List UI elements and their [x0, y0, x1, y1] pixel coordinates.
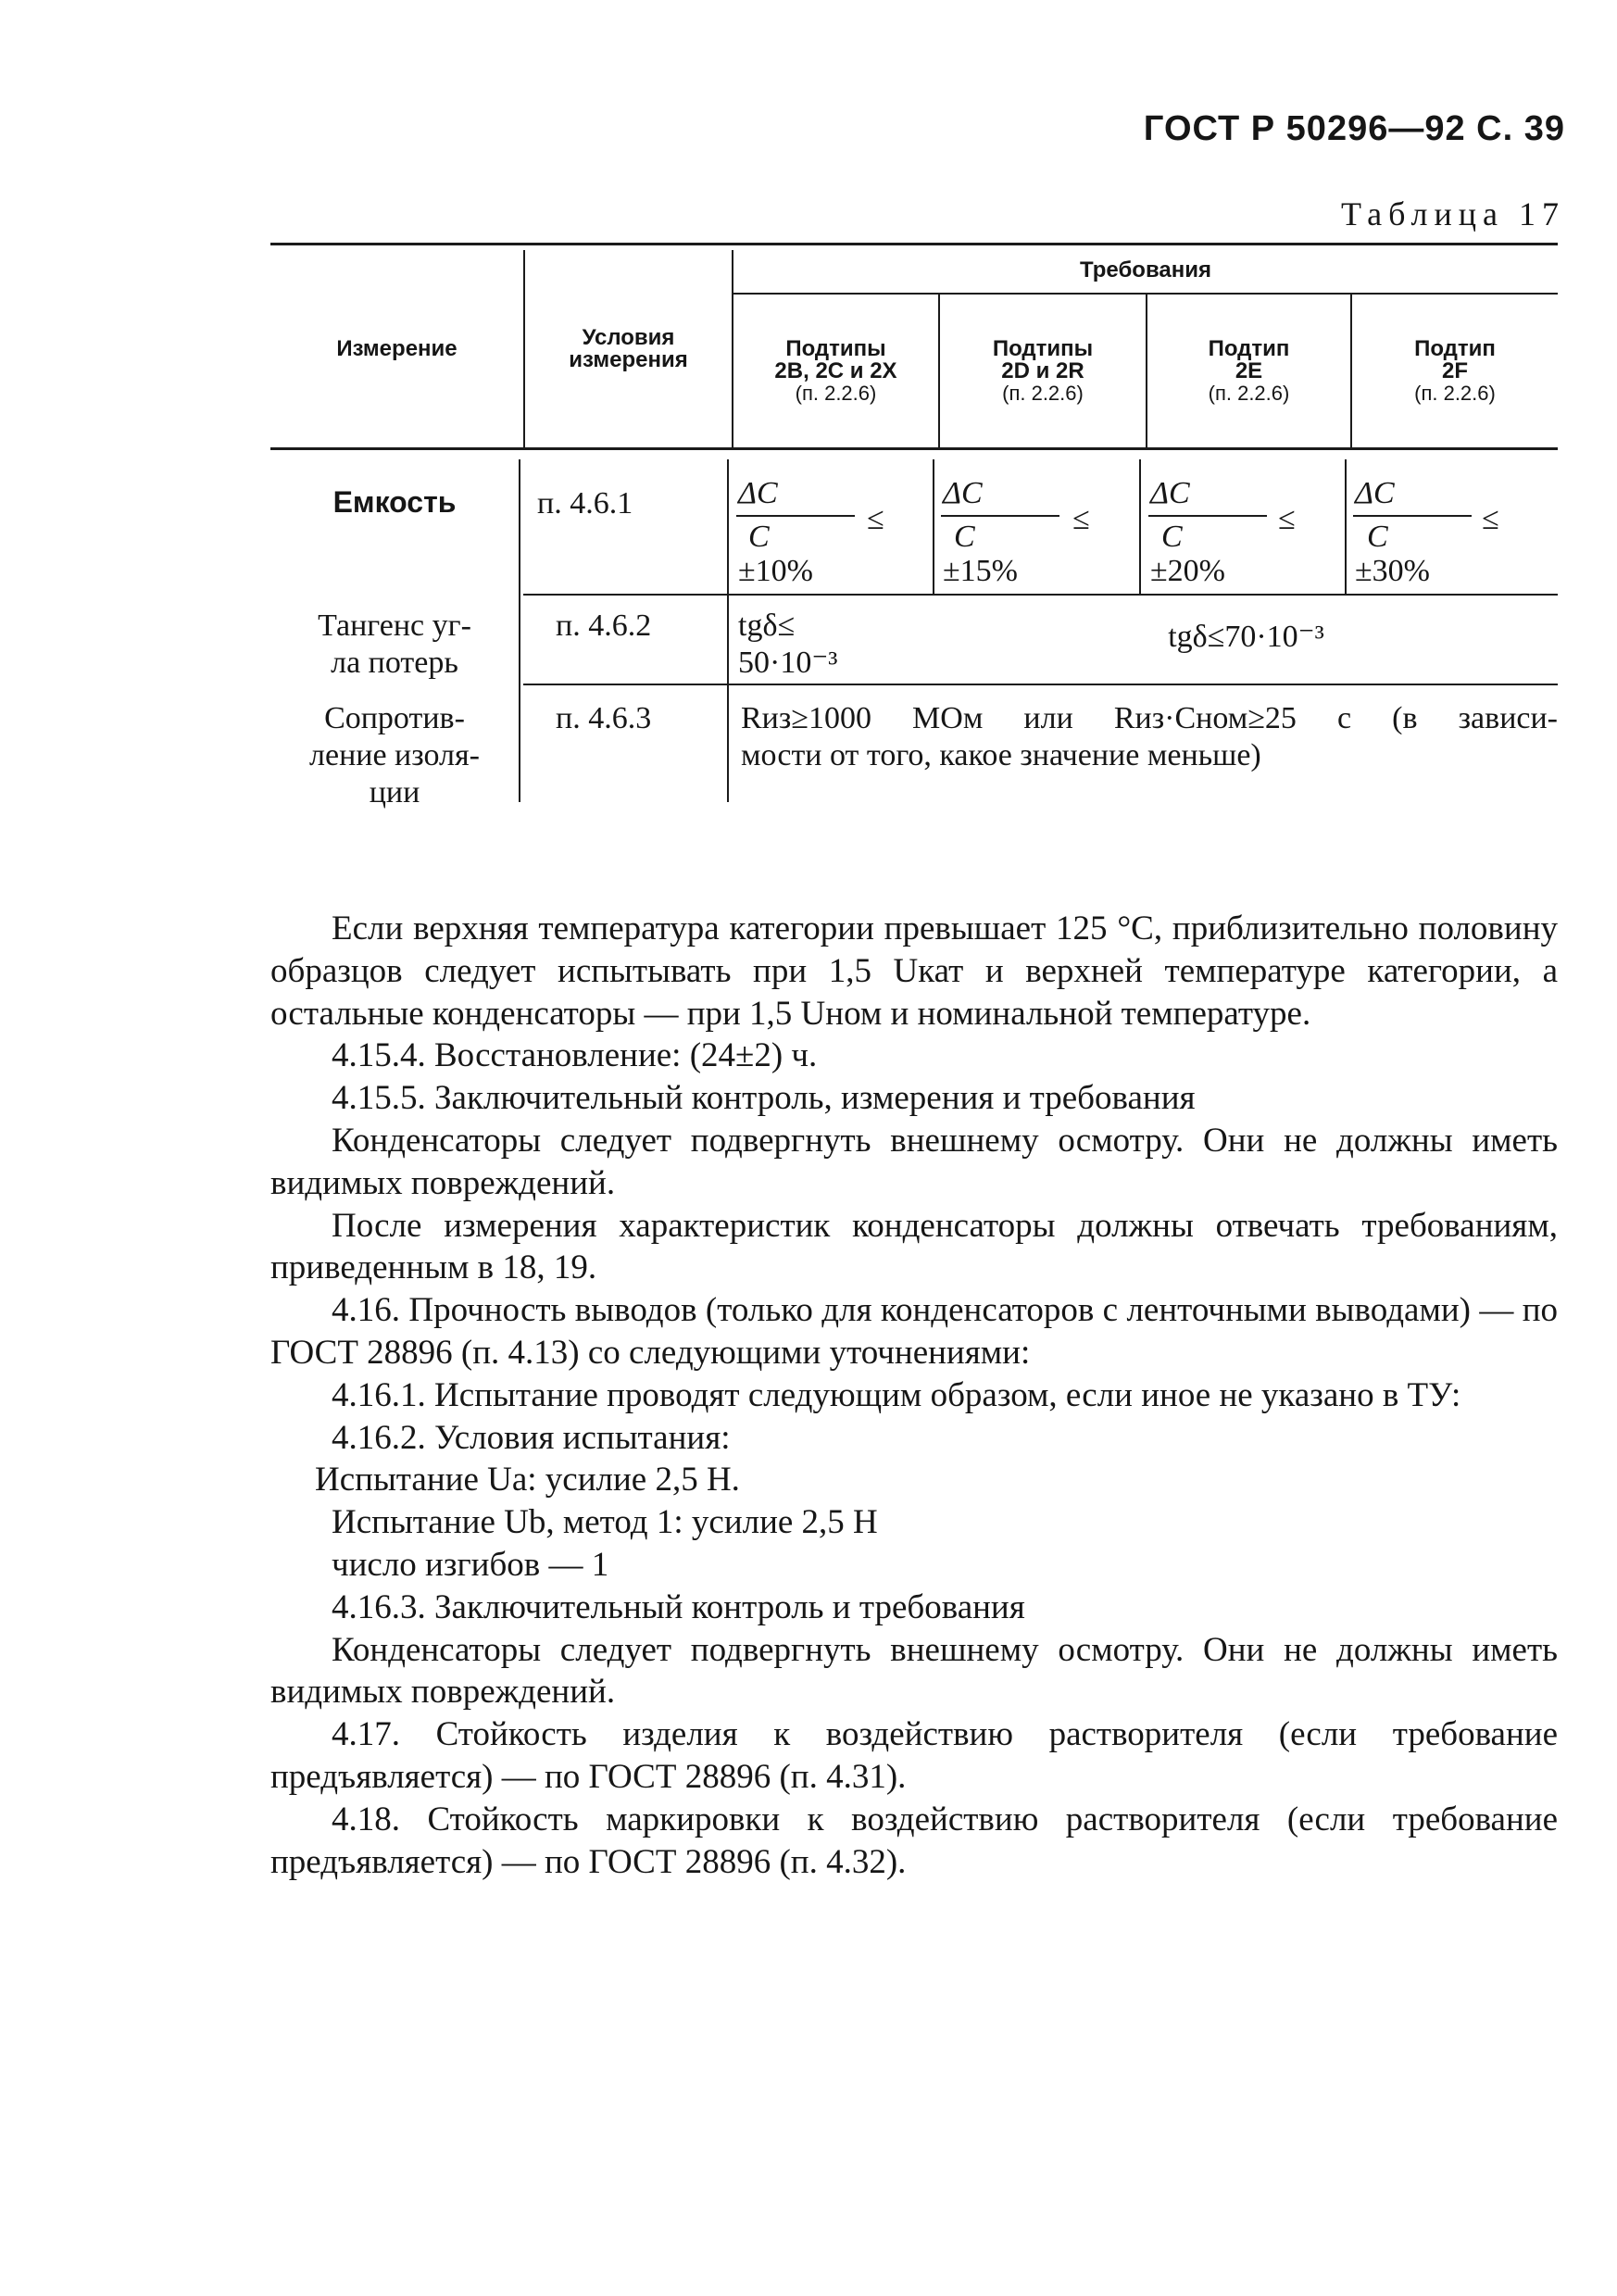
- row2-measure-line1: Тангенс уг-: [318, 609, 471, 643]
- header-requirements: [733, 248, 1558, 293]
- frac-bar: [941, 515, 1059, 517]
- subtype-1-codes: 2В, 2С и 2Х: [774, 358, 897, 383]
- header-conditions: [525, 250, 732, 447]
- paragraph: Если верхняя температура категории превышает 125 °С, приблизительно половину образцов следует испытывать при 1,5 Uкат и верхней температуре категории, а остальные конденсаторы — при 1,5 Uном и номинальной температуре.: [270, 910, 1558, 1033]
- tolerance-value: ±20%: [1150, 554, 1225, 588]
- row3-req-line2: мости от того, какое значение меньше): [741, 738, 1261, 772]
- row3-measure-line1: Сопротив-: [324, 701, 465, 735]
- row2-req-first: [738, 608, 837, 682]
- row2-req-first-line2: 50·10⁻³: [738, 646, 838, 680]
- row1-condition: п. 4.6.1: [537, 486, 633, 521]
- row2-req-other: tgδ≤70·10⁻³: [1168, 620, 1324, 654]
- subtype-4-codes: 2F: [1441, 358, 1468, 383]
- row2-measure-line2: ла потерь: [331, 646, 458, 680]
- tolerance-value: ±30%: [1355, 554, 1430, 588]
- row2-req-first-line1: tgδ≤: [738, 609, 796, 643]
- body-vline-3: [933, 459, 934, 594]
- body-vline-4: [1139, 459, 1141, 594]
- table-top-rule: [270, 243, 1558, 245]
- row3-measure-line3: ции: [369, 775, 420, 809]
- paragraph: 4.15.4. Восстановление: (24±2) ч.: [332, 1036, 818, 1075]
- paragraph: 4.15.5. Заключительный контроль, измерения и требования: [332, 1079, 1196, 1118]
- le-sign: ≤: [1482, 502, 1499, 536]
- subtype-1-title: Подтипы: [785, 335, 886, 361]
- subtype-2-ref: (п. 2.2.6): [1002, 381, 1084, 405]
- paragraph: После измерения характеристик конденсаторы должны отвечать требованиям, приведенным в 18, 19.: [270, 1206, 1558, 1287]
- frac-bar: [1353, 515, 1472, 517]
- header-subtype-2: [940, 295, 1146, 447]
- row3-condition: п. 4.6.3: [556, 701, 652, 735]
- tolerance-value: ±15%: [943, 554, 1018, 588]
- paragraph: 4.16. Прочность выводов (только для конденсаторов с ленточными выводами) — по ГОСТ 28896 (п. 4.13) со следующими уточнениями:: [270, 1291, 1558, 1372]
- frac-num: ΔC: [1150, 476, 1190, 510]
- frac-den: C: [1161, 520, 1183, 554]
- header-measure: [270, 250, 523, 447]
- tolerance-value: ±10%: [738, 554, 813, 588]
- subtype-4-ref: (п. 2.2.6): [1414, 381, 1496, 405]
- paragraph: Конденсаторы следует подвергнуть внешнему осмотру. Они не должны иметь видимых повреждений.: [270, 1121, 1558, 1202]
- row1-measure: Емкость: [332, 485, 457, 519]
- header-bottom-rule: [270, 447, 1558, 450]
- subtype-3-ref: (п. 2.2.6): [1208, 381, 1290, 405]
- row1-bottom-rule: [523, 594, 1558, 596]
- paragraph: 4.16.2. Условия испытания:: [332, 1418, 731, 1457]
- frac-den: C: [954, 520, 975, 554]
- frac-bar: [736, 515, 855, 517]
- row3-measure-line2: ление изоля-: [309, 738, 480, 772]
- row2-condition: п. 4.6.2: [556, 609, 652, 643]
- body-vline-5: [1345, 459, 1347, 594]
- subtype-3-title: Подтип: [1208, 335, 1290, 361]
- paragraph: 4.16.3. Заключительный контроль и требования: [332, 1587, 1025, 1626]
- body-text: [270, 908, 1558, 1883]
- frac-num: ΔC: [1355, 476, 1395, 510]
- subtype-4-title: Подтип: [1414, 335, 1496, 361]
- header-subtype-3: [1147, 295, 1350, 447]
- row2-measure: [270, 608, 519, 682]
- paragraph: 4.17. Стойкость изделия к воздействию растворителя (если требование предъявляется) — по ГОСТ 28896 (п. 4.31).: [270, 1715, 1558, 1796]
- header-subtype-1: [733, 295, 938, 447]
- header-conditions-line1: Условия: [582, 324, 675, 350]
- frac-den: C: [1367, 520, 1388, 554]
- page-header: ГОСТ Р 50296—92 С. 39: [1143, 109, 1565, 148]
- subtype-2-title: Подтипы: [992, 335, 1094, 361]
- paragraph: Конденсаторы следует подвергнуть внешнему осмотру. Они не должны иметь видимых повреждений.: [270, 1630, 1558, 1712]
- body-vline-2: [727, 459, 729, 802]
- paragraph: Испытание Ua: усилие 2,5 Н.: [315, 1461, 740, 1499]
- row3-req-line1: Rиз≥1000 МОм или Rиз·Cном≥25 с (в зависи-: [741, 701, 1558, 735]
- paragraph: число изгибов — 1: [332, 1545, 609, 1584]
- paragraph: Испытание Ub, метод 1: усилие 2,5 Н: [332, 1503, 878, 1542]
- frac-den: C: [748, 520, 770, 554]
- frac-num: ΔC: [943, 476, 983, 510]
- le-sign: ≤: [1072, 502, 1090, 536]
- frac-num: ΔC: [738, 476, 778, 510]
- paragraph: 4.16.1. Испытание проводят следующим образом, если иное не указано в ТУ:: [332, 1375, 1461, 1414]
- subtype-3-codes: 2Е: [1235, 358, 1263, 383]
- row3-req: [741, 700, 1558, 774]
- row2-bottom-rule: [523, 684, 1558, 685]
- frac-bar: [1148, 515, 1267, 517]
- header-conditions-line2: измерения: [569, 346, 688, 372]
- paragraph: 4.18. Стойкость маркировки к воздействию растворителя (если требование предъявляется) — по ГОСТ 28896 (п. 4.32).: [270, 1800, 1558, 1881]
- header-requirements-label: Требования: [1080, 257, 1211, 282]
- header-measure-label: Измерение: [336, 335, 458, 361]
- body-vline-1: [519, 459, 520, 802]
- table-caption: Таблица 17: [1341, 195, 1565, 232]
- subtype-2-codes: 2D и 2R: [1001, 358, 1084, 383]
- le-sign: ≤: [1278, 502, 1296, 536]
- header-subtype-4: [1352, 295, 1558, 447]
- subtype-1-ref: (п. 2.2.6): [795, 381, 877, 405]
- row3-measure: [270, 700, 519, 811]
- le-sign: ≤: [867, 502, 884, 536]
